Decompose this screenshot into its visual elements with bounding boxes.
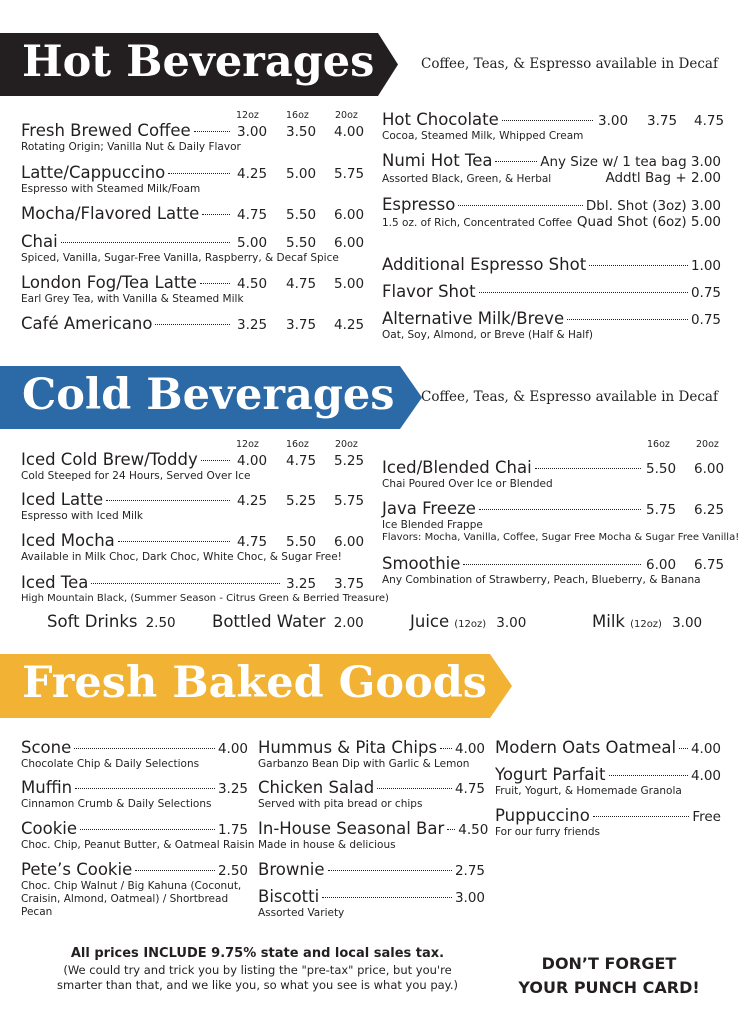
item-desc: Espresso with Iced Milk [21, 510, 143, 522]
item-price: 3.25 [286, 576, 317, 592]
size-16oz: 16oz [647, 439, 670, 450]
item-desc: Craisin, Almond, Oatmeal) / Shortbread [21, 893, 229, 905]
item-name: Java Freeze [382, 499, 476, 518]
item-name: Biscotti [258, 887, 320, 906]
leader-dots [322, 897, 452, 898]
item-price: 3.00 [672, 615, 703, 631]
leader-dots [479, 292, 688, 293]
item-price: 0.75 [690, 285, 721, 301]
item-extra-price: Addtl Bag + 2.00 [605, 170, 721, 186]
item-price: 5.75 [646, 502, 677, 518]
item-name: Numi Hot Tea [382, 151, 493, 170]
item-desc: Ice Blended Frappe [382, 519, 483, 531]
item-desc: Made in house & delicious [258, 839, 396, 851]
menu-item [21, 819, 255, 851]
item-price: 4.00 [334, 124, 365, 140]
size-20oz: 20oz [335, 439, 358, 450]
item-price: 4.25 [237, 493, 268, 509]
item-price: 5.00 [286, 166, 317, 182]
item-desc: Assorted Variety [258, 907, 345, 919]
leader-dots [118, 541, 230, 542]
item-name: Iced/Blended Chai [382, 458, 532, 477]
item-name: Espresso [382, 195, 456, 214]
menu-item [21, 450, 251, 482]
item-price: 4.00 [454, 741, 485, 757]
tax-note-line: smarter than that, and we like you, so what you see is what you pay.) [57, 978, 458, 992]
item-name: Hummus & Pita Chips [258, 738, 438, 757]
item-name: London Fog/Tea Latte [21, 273, 197, 292]
item-price: 1.00 [690, 258, 721, 274]
item-name: Fresh Brewed Coffee [21, 121, 191, 140]
menu-item [21, 860, 248, 918]
item-price: 6.75 [694, 557, 725, 573]
item-price: 4.75 [237, 207, 268, 223]
leader-dots [535, 468, 641, 469]
leader-dots [200, 283, 230, 284]
item-price: 4.50 [237, 276, 268, 292]
size-20oz: 20oz [696, 439, 719, 450]
leader-dots [593, 816, 690, 817]
tax-note [30, 946, 485, 992]
leader-dots [201, 460, 230, 461]
item-desc: Chocolate Chip & Daily Selections [21, 758, 200, 770]
item-price: 3.00 [598, 113, 629, 129]
bottled-water [212, 612, 364, 631]
item-price: 4.50 [458, 822, 489, 838]
leader-dots [61, 242, 230, 243]
menu-item [21, 204, 233, 223]
leader-dots [106, 500, 230, 501]
item-name: Cookie [21, 819, 78, 838]
item-desc: Choc. Chip, Peanut Butter, & Oatmeal Raisin [21, 839, 255, 851]
menu-item [21, 490, 233, 522]
menu-item [382, 151, 721, 186]
leader-dots [80, 829, 215, 830]
leader-dots [135, 870, 215, 871]
item-name: Yogurt Parfait [495, 765, 606, 784]
item-price: 4.75 [454, 781, 485, 797]
item-price: 5.50 [286, 207, 317, 223]
item-name: Chai [21, 232, 58, 251]
item-name: Scone [21, 738, 72, 757]
menu-item [495, 806, 721, 838]
item-name: Hot Chocolate [382, 110, 499, 129]
item-desc: Spiced, Vanilla, Sugar-Free Vanilla, Raspberry, & Decaf Spice [21, 252, 339, 264]
item-desc: Cold Steeped for 24 Hours, Served Over Ice [21, 470, 251, 482]
menu-item [382, 282, 721, 301]
item-price: 2.00 [333, 615, 364, 631]
item-name: Mocha/Flavored Latte [21, 204, 200, 223]
item-price: 4.00 [690, 741, 721, 757]
soft-drinks [47, 612, 176, 631]
item-price: 4.25 [237, 166, 268, 182]
item-name: Café Americano [21, 314, 153, 333]
item-price: 3.25 [237, 317, 268, 333]
item-name: Muffin [21, 778, 73, 797]
punch-card-note [490, 952, 728, 1000]
item-price: 6.25 [694, 502, 725, 518]
item-desc: 1.5 oz. of Rich, Concentrated Coffee [382, 217, 573, 229]
menu-item [258, 738, 485, 770]
item-name: Pete’s Cookie [21, 860, 133, 879]
menu-item [258, 778, 485, 810]
item-desc: Assorted Black, Green, & Herbal [382, 173, 552, 185]
menu-item [382, 458, 644, 490]
item-desc: Pecan [21, 906, 53, 918]
item-desc: Oat, Soy, Almond, or Breve (Half & Half) [382, 329, 593, 341]
tax-note-line: (We could try and trick you by listing the "pre-tax" price, but you're [63, 963, 452, 977]
item-desc: For our furry friends [495, 826, 601, 838]
item-desc: Garbanzo Bean Dip with Garlic & Lemon [258, 758, 470, 770]
leader-dots [502, 120, 593, 121]
item-name: Puppuccino [495, 806, 590, 825]
menu-item [258, 887, 485, 919]
size-16oz: 16oz [286, 110, 309, 121]
leader-dots [679, 748, 688, 749]
hot-title: Hot Beverages [22, 37, 375, 87]
baked-banner [0, 654, 515, 718]
leader-dots [168, 173, 230, 174]
item-name: Iced Cold Brew/Toddy [21, 450, 198, 469]
item-name: Modern Oats Oatmeal [495, 738, 677, 757]
item-price: 2.50 [217, 863, 248, 879]
item-name: Soft Drinks [47, 612, 138, 631]
size-12oz: 12oz [236, 110, 259, 121]
leader-dots [458, 205, 583, 206]
milk [592, 612, 702, 631]
leader-dots [609, 775, 688, 776]
menu-item [495, 738, 721, 757]
item-price: 4.25 [334, 317, 365, 333]
item-desc: Available in Milk Choc, Dark Choc, White Choc, & Sugar Free! [21, 551, 342, 563]
item-price: 3.75 [334, 576, 365, 592]
item-desc: Fruit, Yogurt, & Homemade Granola [495, 785, 682, 797]
item-size: (12oz) [630, 619, 662, 630]
size-20oz: 20oz [335, 110, 358, 121]
item-price: 2.50 [145, 615, 176, 631]
item-price: 5.25 [286, 493, 317, 509]
item-name: Latte/Cappuccino [21, 163, 166, 182]
tax-note-headline: All prices INCLUDE 9.75% state and local sales tax. [70, 946, 445, 961]
hot-banner [0, 33, 400, 96]
item-price: 3.50 [286, 124, 317, 140]
item-desc: Choc. Chip Walnut / Big Kahuna (Coconut, [21, 880, 242, 892]
item-price: 4.00 [690, 768, 721, 784]
punch-card-line: YOUR PUNCH CARD! [518, 978, 700, 997]
item-price: 5.50 [286, 235, 317, 251]
menu-item [382, 255, 721, 274]
item-price: 6.00 [334, 207, 365, 223]
cold-banner [0, 366, 425, 429]
item-price: Free [692, 809, 721, 825]
item-name: Additional Espresso Shot [382, 255, 587, 274]
item-name: Juice [410, 612, 450, 631]
leader-dots [567, 319, 688, 320]
item-price: 4.75 [237, 534, 268, 550]
leader-dots [440, 748, 452, 749]
item-price: 6.00 [334, 235, 365, 251]
item-price: 4.00 [217, 741, 248, 757]
item-desc: Cinnamon Crumb & Daily Selections [21, 798, 212, 810]
leader-dots [589, 265, 688, 266]
item-price: 6.00 [694, 461, 725, 477]
item-price: 5.00 [237, 235, 268, 251]
item-name: Alternative Milk/Breve [382, 309, 565, 328]
item-price: Dbl. Shot (3oz) 3.00 [585, 198, 721, 214]
item-price: 3.00 [496, 615, 527, 631]
leader-dots [202, 214, 230, 215]
item-desc: Served with pita bread or chips [258, 798, 423, 810]
leader-dots [74, 748, 215, 749]
leader-dots [194, 131, 230, 132]
item-desc: Earl Grey Tea, with Vanilla & Steamed Milk [21, 293, 244, 305]
menu-item [382, 195, 721, 230]
item-desc: Cocoa, Steamed Milk, Whipped Cream [382, 130, 584, 142]
menu-item [21, 163, 233, 195]
item-price: 5.00 [334, 276, 365, 292]
item-name: Iced Mocha [21, 531, 115, 550]
menu-item [21, 778, 248, 810]
item-size: (12oz) [454, 619, 487, 630]
cold-decaf-note: Coffee, Teas, & Espresso available in Decaf [421, 389, 718, 405]
item-price: 2.75 [454, 863, 485, 879]
item-desc: Chai Poured Over Ice or Blended [382, 478, 553, 490]
menu-item [382, 110, 596, 142]
menu-item [21, 738, 248, 770]
leader-dots [91, 583, 280, 584]
size-12oz: 12oz [236, 439, 259, 450]
item-name: Bottled Water [212, 612, 326, 631]
menu-item [495, 765, 721, 797]
item-name: Milk [592, 612, 625, 631]
item-price: 5.25 [334, 453, 365, 469]
item-price: 6.00 [646, 557, 677, 573]
leader-dots [328, 870, 452, 871]
cold-title: Cold Beverages [22, 370, 395, 420]
leader-dots [495, 161, 537, 162]
item-price: 5.75 [334, 493, 365, 509]
item-price: 3.25 [217, 781, 248, 797]
menu-item [258, 819, 489, 851]
item-price: 6.00 [334, 534, 365, 550]
item-price: 5.50 [286, 534, 317, 550]
item-price: 4.00 [237, 453, 268, 469]
item-price: 5.75 [334, 166, 365, 182]
leader-dots [155, 324, 230, 325]
item-price: 4.75 [286, 453, 317, 469]
leader-dots [75, 788, 215, 789]
item-price: 5.50 [646, 461, 677, 477]
hot-decaf-note: Coffee, Teas, & Espresso available in Decaf [421, 56, 718, 72]
leader-dots [479, 509, 641, 510]
menu-item [21, 314, 233, 333]
item-desc: Espresso with Steamed Milk/Foam [21, 183, 201, 195]
item-price: 3.75 [286, 317, 317, 333]
item-price: 1.75 [217, 822, 248, 838]
leader-dots [377, 788, 452, 789]
item-extra-price: Quad Shot (6oz) 5.00 [576, 214, 721, 230]
menu-item [258, 860, 485, 879]
menu-item [21, 121, 241, 153]
item-desc: Any Combination of Strawberry, Peach, Blueberry, & Banana [382, 574, 701, 586]
item-price: 3.00 [237, 124, 268, 140]
item-price: 4.75 [286, 276, 317, 292]
item-name: In-House Seasonal Bar [258, 819, 445, 838]
leader-dots [447, 829, 455, 830]
menu-item [382, 309, 721, 341]
item-desc: Flavors: Mocha, Vanilla, Coffee, Sugar Free Mocha & Sugar Free Vanilla! [382, 532, 740, 543]
item-price: Any Size w/ 1 tea bag 3.00 [540, 154, 721, 170]
punch-card-line: DON’T FORGET [541, 954, 677, 973]
item-name: Iced Tea [21, 573, 89, 592]
leader-dots [463, 564, 641, 565]
item-name: Flavor Shot [382, 282, 476, 301]
menu-item [21, 273, 244, 305]
juice [410, 612, 526, 631]
item-desc: High Mountain Black, (Summer Season - Citrus Green & Berried Treasure) [21, 593, 389, 604]
size-16oz: 16oz [286, 439, 309, 450]
item-price: 0.75 [690, 312, 721, 328]
item-name: Chicken Salad [258, 778, 375, 797]
item-name: Smoothie [382, 554, 461, 573]
item-price: 3.00 [454, 890, 485, 906]
item-price: 4.75 [694, 113, 725, 129]
item-name: Iced Latte [21, 490, 104, 509]
item-desc: Rotating Origin; Vanilla Nut & Daily Flavor [21, 141, 241, 153]
item-price: 3.75 [647, 113, 678, 129]
baked-title: Fresh Baked Goods [22, 658, 487, 708]
item-name: Brownie [258, 860, 325, 879]
